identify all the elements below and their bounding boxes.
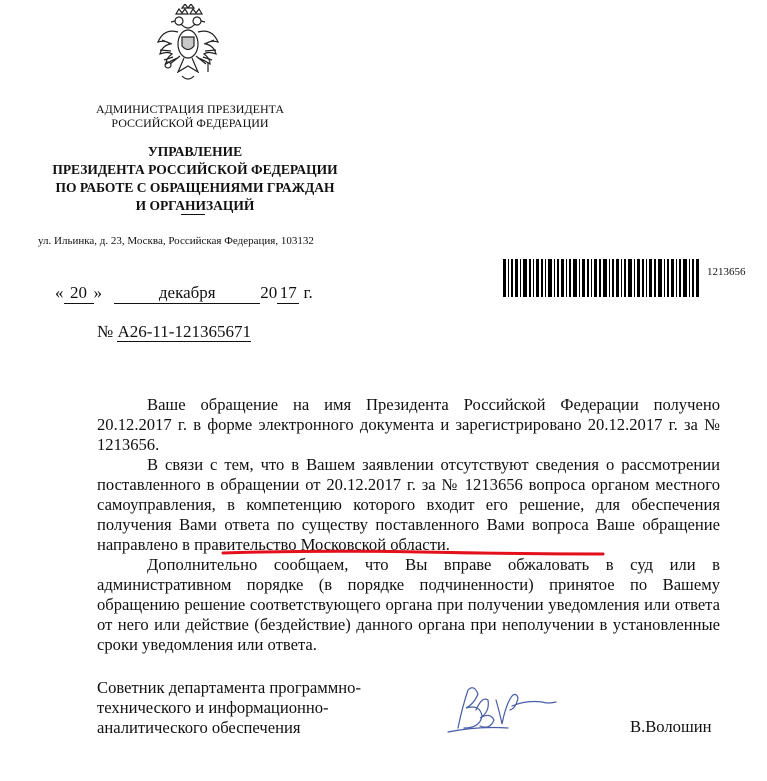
heading-divider <box>181 214 205 215</box>
org-line-2: РОССИЙСКОЙ ФЕДЕРАЦИИ <box>111 116 269 130</box>
signer-name: В.Волошин <box>630 717 712 736</box>
date-year-suffix: 17 <box>277 283 299 304</box>
paragraph-1: Ваше обращение на имя Президента Российской Федерации получено 20.12.2017 г. в форме электронного документа и зарегистрировано 20.12.2017 г. за № 1213656. <box>97 395 720 454</box>
reference-number <box>97 322 251 342</box>
letter-body <box>97 395 720 655</box>
reference-value: А26-11-121365671 <box>117 322 251 341</box>
barcode <box>503 259 701 297</box>
date-year-prefix: 20 <box>260 283 278 302</box>
number-sign: № <box>97 322 114 341</box>
department-name <box>50 143 340 215</box>
date-month: декабря <box>114 283 260 304</box>
paragraph-3: Дополнительно сообщаем, что Вы вправе обжаловать в суд или в административном порядке (в порядке подчиненности) принятое по Вашему обращению решение соответствующего органа при получении уведомления или ответа от него или действие (бездействие) данного органа при неполучении в установленные сроки уведомления или ответа. <box>97 555 720 654</box>
signer-line-3: аналитического обеспечения <box>97 718 301 737</box>
dept-line-4: И ОРГАНИЗАЦИЙ <box>135 198 255 213</box>
barcode-number: 1213656 <box>707 266 746 278</box>
coat-of-arms-icon <box>154 4 222 86</box>
signer-title <box>97 678 361 738</box>
dept-line-2: ПРЕЗИДЕНТА РОССИЙСКОЙ ФЕДЕРАЦИИ <box>52 162 338 177</box>
organization-name <box>60 102 320 130</box>
letter-date <box>55 283 313 304</box>
handwritten-signature <box>440 680 560 736</box>
org-line-1: АДМИНИСТРАЦИЯ ПРЕЗИДЕНТА <box>95 102 285 116</box>
red-underline-annotation <box>221 545 605 555</box>
date-close-quote: » <box>93 283 102 302</box>
date-year-mark: г. <box>303 283 313 302</box>
dept-line-1: УПРАВЛЕНИЕ <box>147 144 243 159</box>
dept-line-3: ПО РАБОТЕ С ОБРАЩЕНИЯМИ ГРАЖДАН <box>55 180 335 195</box>
date-open-quote: « <box>55 283 64 302</box>
date-day: 20 <box>64 283 94 304</box>
signer-line-1: Советник департамента программно- <box>97 678 362 697</box>
paragraph-2: В связи с тем, что в Вашем заявлении отсутствуют сведения о рассмотрении поставленного в обращении от 20.12.2017 г. за № 1213656 вопроса органом местного самоуправления, в компетенцию которого входит его решение, для обеспечения получения Вами ответа по существу поставленного Вами вопроса Ваше обращение направлено в правительство Московской области. <box>97 455 720 554</box>
signer-line-2: технического и информационно- <box>97 698 329 717</box>
address: ул. Ильинка, д. 23, Москва, Российская Федерация, 103132 <box>38 235 314 247</box>
